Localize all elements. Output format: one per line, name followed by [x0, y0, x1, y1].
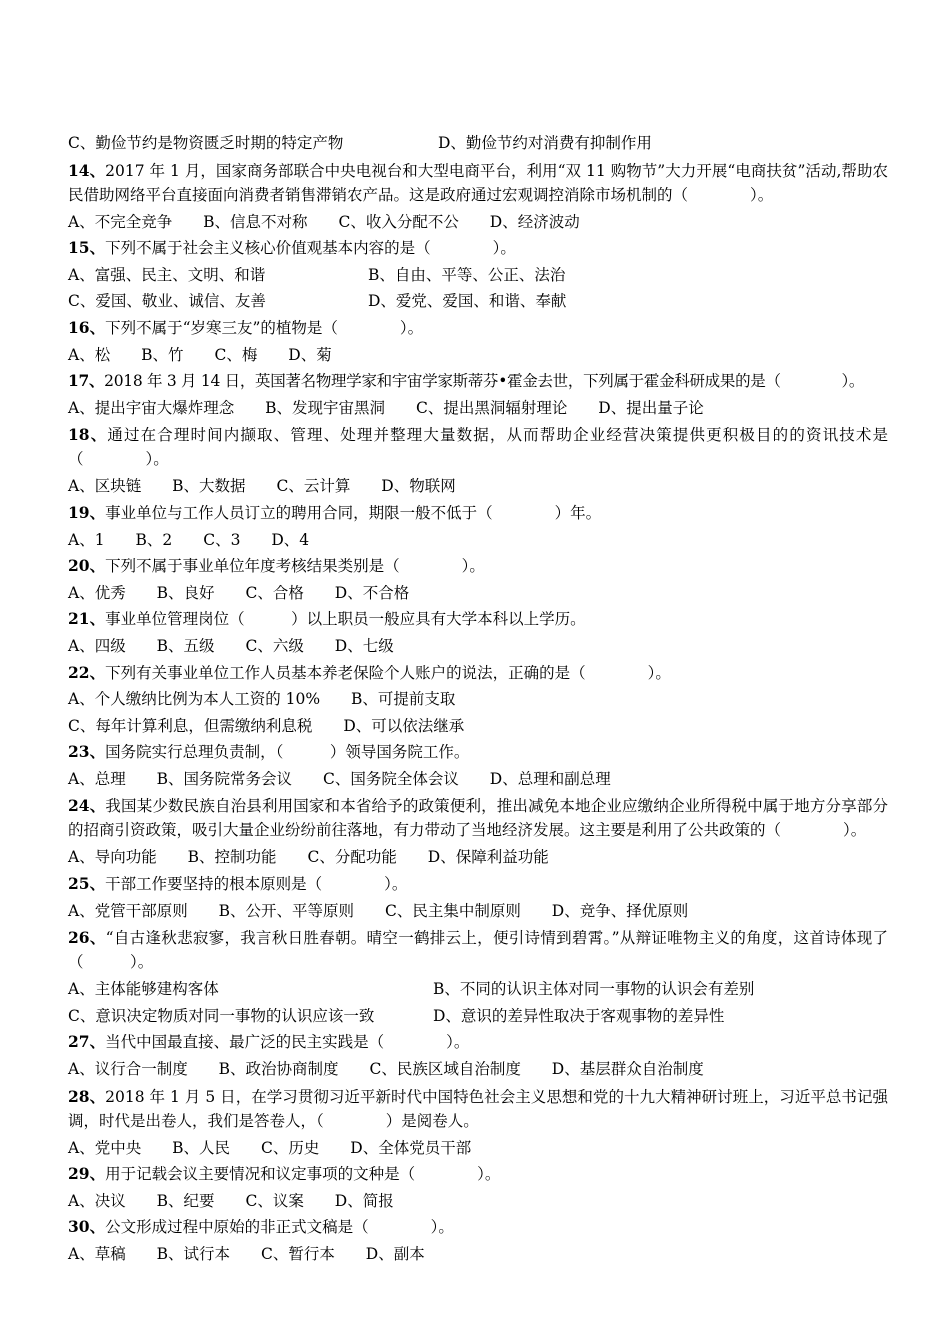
question-18: [68, 423, 888, 471]
exam-page: [68, 130, 888, 1268]
option-b: B、大数据: [172, 477, 246, 496]
option-a: A、个人缴纳比例为本人工资的 10%: [68, 690, 321, 709]
options-row: [68, 1241, 888, 1268]
option-a: A、松: [68, 345, 111, 364]
question-15: [68, 235, 888, 262]
option-b: B、人民: [172, 1138, 231, 1157]
question-number: 19、: [68, 502, 106, 522]
question-26: [68, 926, 888, 974]
option-a: A、主体能够建构客体: [68, 980, 219, 999]
option-c: C、梅: [214, 345, 258, 364]
option-d: D、意识的差异性取决于客观事物的差异性: [433, 1006, 725, 1025]
option-c: C、民族区域自治制度: [369, 1060, 521, 1079]
options-row: [68, 713, 888, 740]
question-number: 30、: [68, 1217, 106, 1237]
question-text: 用于记载会议主要情况和议定事项的文种是（ ）。: [105, 1165, 501, 1184]
options-row: [68, 976, 888, 1003]
question-29: [68, 1161, 888, 1188]
question-text: 2018 年 3 月 14 日，英国著名物理学家和宇宙学家斯蒂芬•霍金去世，下列属于霍金科研成果的是（ ）。: [104, 372, 865, 391]
question-number: 15、: [68, 238, 106, 258]
question-30: [68, 1214, 888, 1241]
question-text: 当代中国最直接、最广泛的民主实践是（ ）。: [105, 1033, 470, 1052]
question-text: 干部工作要坚持的根本原则是（ ）。: [105, 875, 408, 894]
options-row: [68, 633, 888, 660]
options-row: [68, 844, 888, 871]
option-b: B、纪要: [156, 1191, 215, 1210]
question-text: 我国某少数民族自治县利用国家和本省给予的政策便利，推出减免本地企业应缴纳企业所得税中属于地方分享部分的招商引资政策，吸引大量企业纷纷前往落地，有力带动了当地经济发展。这主要是利用了公共政策的（ ）。: [68, 797, 888, 840]
option-d: D、勤俭节约对消费有抑制作用: [438, 134, 652, 152]
option-d: D、全体党员干部: [350, 1138, 472, 1157]
question-20: [68, 553, 888, 580]
question-22: [68, 660, 888, 687]
question-17: [68, 368, 888, 395]
question-number: 27、: [68, 1032, 106, 1052]
option-a: A、富强、民主、文明、和谐: [68, 265, 266, 284]
option-c: C、历史: [260, 1138, 320, 1157]
question-text: 下列不属于事业单位年度考核结果类别是（ ）。: [105, 557, 485, 576]
option-a: A、总理: [68, 769, 126, 788]
options-row: [68, 1003, 888, 1030]
question-text: 2018 年 1 月 5 日，在学习贯彻习近平新时代中国特色社会主义思想和党的十九大精神研讨班上，习近平总书记强调，时代是出卷人，我们是答卷人，（ ）是阅卷人。: [68, 1087, 888, 1130]
option-c: C、勤俭节约是物资匮乏时期的特定产物: [68, 134, 344, 152]
option-a: A、优秀: [68, 583, 126, 602]
question-number: 26、: [68, 928, 106, 948]
question-text: 下列不属于社会主义核心价值观基本内容的是（ ）。: [105, 239, 516, 258]
option-c: C、合格: [245, 583, 304, 602]
option-c: C、分配功能: [307, 848, 397, 867]
option-d: D、不合格: [334, 583, 410, 602]
question-24: [68, 794, 888, 842]
option-a: A、党中央: [68, 1138, 142, 1157]
option-a: A、不完全竞争: [68, 212, 173, 231]
option-c: C、国务院全体会议: [322, 769, 459, 788]
option-b: B、公开、平等原则: [218, 901, 355, 920]
option-d: D、总理和副总理: [489, 769, 611, 788]
question-text: 2017 年 1 月，国家商务部联合中央电视台和大型电商平台，利用“双 11 购物节”大力开展“电商扶贫”活动,帮助农民借助网络平台直接面向消费者销售滞销农产品。这是政府通过宏观调控消除市场机制的（ ）。: [68, 161, 888, 204]
option-b: B、自由、平等、公正、法治: [368, 265, 566, 284]
option-d: D、保障利益功能: [427, 848, 549, 867]
options-row: [68, 130, 888, 157]
question-text: “自古逢秋悲寂寥，我言秋日胜春朝。晴空一鹤排云上，便引诗情到碧霄。”从辩证唯物主义的角度，这首诗体现了（ ）。: [68, 929, 888, 972]
options-row: [68, 209, 888, 236]
option-d: D、物联网: [381, 477, 456, 496]
option-d: D、提出量子论: [598, 398, 704, 417]
option-a: A、决议: [68, 1191, 126, 1210]
question-number: 24、: [68, 796, 106, 816]
question-14: [68, 159, 888, 207]
option-d: D、副本: [365, 1245, 425, 1263]
question-text: 下列不属于“岁寒三友”的植物是（ ）。: [105, 318, 424, 337]
option-b: B、政治协商制度: [218, 1060, 339, 1079]
question-number: 16、: [68, 317, 106, 337]
option-c: C、六级: [245, 636, 304, 655]
option-b: B、试行本: [156, 1245, 231, 1263]
options-row: [68, 288, 888, 315]
option-c: C、提出黑洞辐射理论: [415, 398, 568, 417]
option-c: C、3: [203, 530, 241, 549]
option-b: B、五级: [156, 636, 215, 655]
option-d: D、菊: [288, 345, 332, 364]
question-number: 22、: [68, 662, 106, 682]
question-number: 20、: [68, 556, 106, 576]
option-c: C、云计算: [276, 477, 351, 496]
options-row: [68, 262, 888, 289]
question-number: 14、: [68, 160, 106, 180]
options-row: [68, 766, 888, 793]
options-row: [68, 1056, 888, 1083]
option-d: D、简报: [334, 1191, 394, 1210]
option-a: A、导向功能: [68, 848, 157, 867]
question-21: [68, 606, 888, 633]
option-a: A、草稿: [68, 1245, 126, 1263]
option-a: A、议行合一制度: [68, 1060, 188, 1079]
options-row: [68, 342, 888, 369]
option-c: C、意识决定物质对同一事物的认识应该一致: [68, 1006, 375, 1025]
option-a: A、区块链: [68, 477, 142, 496]
options-row: [68, 1188, 888, 1215]
question-16: [68, 315, 888, 342]
question-text: 下列有关事业单位工作人员基本养老保险个人账户的说法，正确的是（ ）。: [105, 663, 671, 682]
question-23: [68, 739, 888, 766]
question-number: 28、: [68, 1086, 106, 1106]
option-b: B、不同的认识主体对同一事物的认识会有差别: [433, 980, 755, 999]
option-d: D、可以依法继承: [343, 716, 465, 735]
option-b: B、国务院常务会议: [156, 769, 293, 788]
option-d: D、经济波动: [489, 212, 580, 231]
option-c: C、收入分配不公: [338, 212, 459, 231]
question-25: [68, 871, 888, 898]
question-19: [68, 500, 888, 527]
option-d: D、竞争、择优原则: [551, 901, 689, 920]
options-row: [68, 686, 888, 713]
option-d: D、4: [271, 530, 310, 549]
question-text: 事业单位管理岗位（ ）以上职员一般应具有大学本科以上学历。: [105, 610, 586, 629]
question-27: [68, 1029, 888, 1056]
option-b: B、竹: [141, 345, 184, 364]
option-c: C、议案: [245, 1191, 304, 1210]
option-d: D、七级: [334, 636, 394, 655]
question-text: 国务院实行总理负责制，（ ）领导国务院工作。: [105, 743, 470, 762]
options-row: [68, 395, 888, 422]
option-b: B、2: [135, 530, 173, 549]
question-number: 25、: [68, 874, 106, 894]
option-a: A、四级: [68, 636, 126, 655]
question-text: 通过在合理时间内撷取、管理、处理并整理大量数据，从而帮助企业经营决策提供更积极目的的资讯技术是（ ）。: [68, 426, 888, 469]
option-b: B、可提前支取: [351, 690, 456, 709]
options-row: [68, 1135, 888, 1162]
option-b: B、良好: [156, 583, 215, 602]
option-d: D、基层群众自治制度: [551, 1060, 704, 1079]
option-b: B、信息不对称: [203, 212, 308, 231]
question-number: 21、: [68, 609, 106, 629]
options-row: [68, 580, 888, 607]
question-number: 17、: [68, 371, 105, 391]
option-c: C、暂行本: [260, 1245, 335, 1263]
options-row: [68, 527, 888, 554]
question-number: 23、: [68, 742, 106, 762]
option-b: B、发现宇宙黑洞: [265, 398, 386, 417]
question-number: 18、: [68, 425, 108, 445]
option-c: C、每年计算利息，但需缴纳利息税: [68, 716, 313, 735]
option-a: A、提出宇宙大爆炸理念: [68, 398, 235, 417]
question-text: 公文形成过程中原始的非正式文稿是（ ）。: [105, 1218, 454, 1237]
option-c: C、爱国、敬业、诚信、友善: [68, 292, 266, 311]
option-a: A、党管干部原则: [68, 901, 188, 920]
question-28: [68, 1085, 888, 1133]
option-b: B、控制功能: [187, 848, 277, 867]
options-row: [68, 898, 888, 925]
question-text: 事业单位与工作人员订立的聘用合同，期限一般不低于（ ）年。: [105, 503, 602, 522]
question-number: 29、: [68, 1164, 106, 1184]
options-row: [68, 473, 888, 500]
option-a: A、1: [68, 530, 105, 549]
option-c: C、民主集中制原则: [384, 901, 521, 920]
option-d: D、爱党、爱国、和谐、奉献: [368, 292, 567, 311]
